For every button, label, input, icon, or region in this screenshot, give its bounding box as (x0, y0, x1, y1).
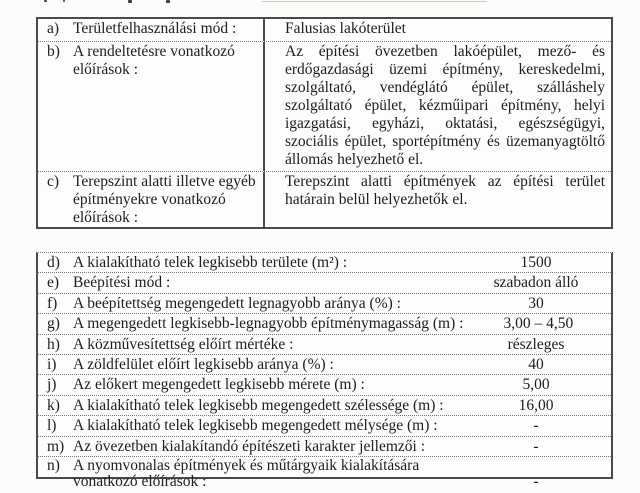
table-row (38, 395, 611, 415)
row-label: A kialakítható telek legkisebb területe (m²) : (73, 254, 348, 271)
row-label: A közművesítettség előírt mértéke : (73, 335, 294, 353)
table-row (38, 41, 611, 171)
row-label: Az előkert megengedett legkisebb mérete (m) : (73, 376, 365, 394)
row-value: - (533, 473, 539, 491)
table-row (38, 19, 611, 41)
row-key: n) (47, 456, 60, 474)
row-key: f) (47, 294, 58, 312)
zoning-parameters-table (36, 252, 613, 491)
row-value: 16,00 (518, 396, 554, 414)
row-label: Területfelhasználási mód : (73, 20, 237, 37)
row-key: c) (47, 173, 60, 190)
row-value: Falusias lakóterület (263, 19, 611, 41)
row-value: - (533, 437, 539, 455)
table-row (38, 334, 611, 354)
table-row (38, 415, 611, 435)
row-key: i) (47, 355, 57, 373)
row-value: részleges (507, 335, 565, 353)
row-value: 30 (528, 294, 544, 312)
table-row (38, 272, 611, 292)
table-row (38, 436, 611, 456)
row-label: Terepszint alatti illetve egyéb építményekre vonatkozó előírások : (73, 173, 256, 226)
row-label: Beépítési mód : (73, 274, 171, 292)
row-key: j) (47, 376, 57, 394)
row-key: m) (47, 437, 65, 455)
row-key: l) (47, 417, 57, 435)
table-row (38, 293, 611, 313)
cropped-text-fragment (166, 0, 170, 3)
row-value: Terepszint alatti építmények az építési terület határain belül helyezhetők el. (263, 172, 611, 227)
row-key: b) (47, 43, 60, 60)
row-label: A kialakítható telek legkisebb megengedett mélysége (m) : (73, 417, 438, 435)
row-label-line-1: A nyomvonalas építmények és műtárgyaik kialakítására (73, 456, 420, 474)
row-value: 1500 (520, 254, 552, 271)
row-key: d) (47, 254, 60, 271)
row-label: A zöldfelület előírt legkisebb aránya (%) : (73, 355, 334, 373)
row-key: g) (47, 315, 60, 333)
row-key: k) (47, 396, 60, 414)
row-label (73, 458, 461, 491)
cropped-text-fragment (262, 1, 487, 2)
row-label: A rendeltetésre vonatkozó előírások : (73, 43, 235, 78)
table-row (38, 456, 611, 493)
row-label: Az övezetben kialakítandó építészeti karakter jellemzői : (73, 437, 426, 455)
table-row (38, 253, 611, 272)
row-key: e) (47, 274, 60, 292)
table-row (38, 171, 611, 227)
row-label-line-2: vonatkozó előírások : (73, 473, 207, 491)
row-key: a) (47, 20, 60, 37)
table-row (38, 354, 611, 374)
cropped-text-fragment (63, 0, 65, 2)
row-label: A megengedett legkisebb-legnagyobb építménymagasság (m) : (73, 315, 464, 333)
cropped-text-fragment (44, 0, 47, 2)
row-label: A beépítettség megengedett legnagyobb aránya (%) : (73, 294, 401, 312)
row-label: A kialakítható telek legkisebb megengedett szélessége (m) : (73, 396, 444, 414)
row-value: 5,00 (522, 376, 550, 394)
row-value: 3,00 – 4,50 (503, 315, 574, 333)
cropped-text-fragment (128, 0, 132, 3)
table-row (38, 313, 611, 333)
table-row (38, 374, 611, 394)
row-value: - (533, 417, 539, 435)
row-value: Az építési övezetben lakóépület, mező- és erdőgazdasági üzemi építmény, kereskedelmi, szolgáltató, vendéglátó épület, szálláshely szolgáltató épület, kézműipari építmény, helyi igazgatási, egyházi, oktatási, egészségügyi, szociális épület, sportépítmény és üzemanyagtöltő állomás helyezhető el. (263, 42, 611, 171)
row-value: 40 (528, 355, 544, 373)
zoning-description-table (36, 17, 613, 229)
row-value: szabadon álló (493, 274, 579, 292)
row-key: h) (47, 335, 60, 353)
